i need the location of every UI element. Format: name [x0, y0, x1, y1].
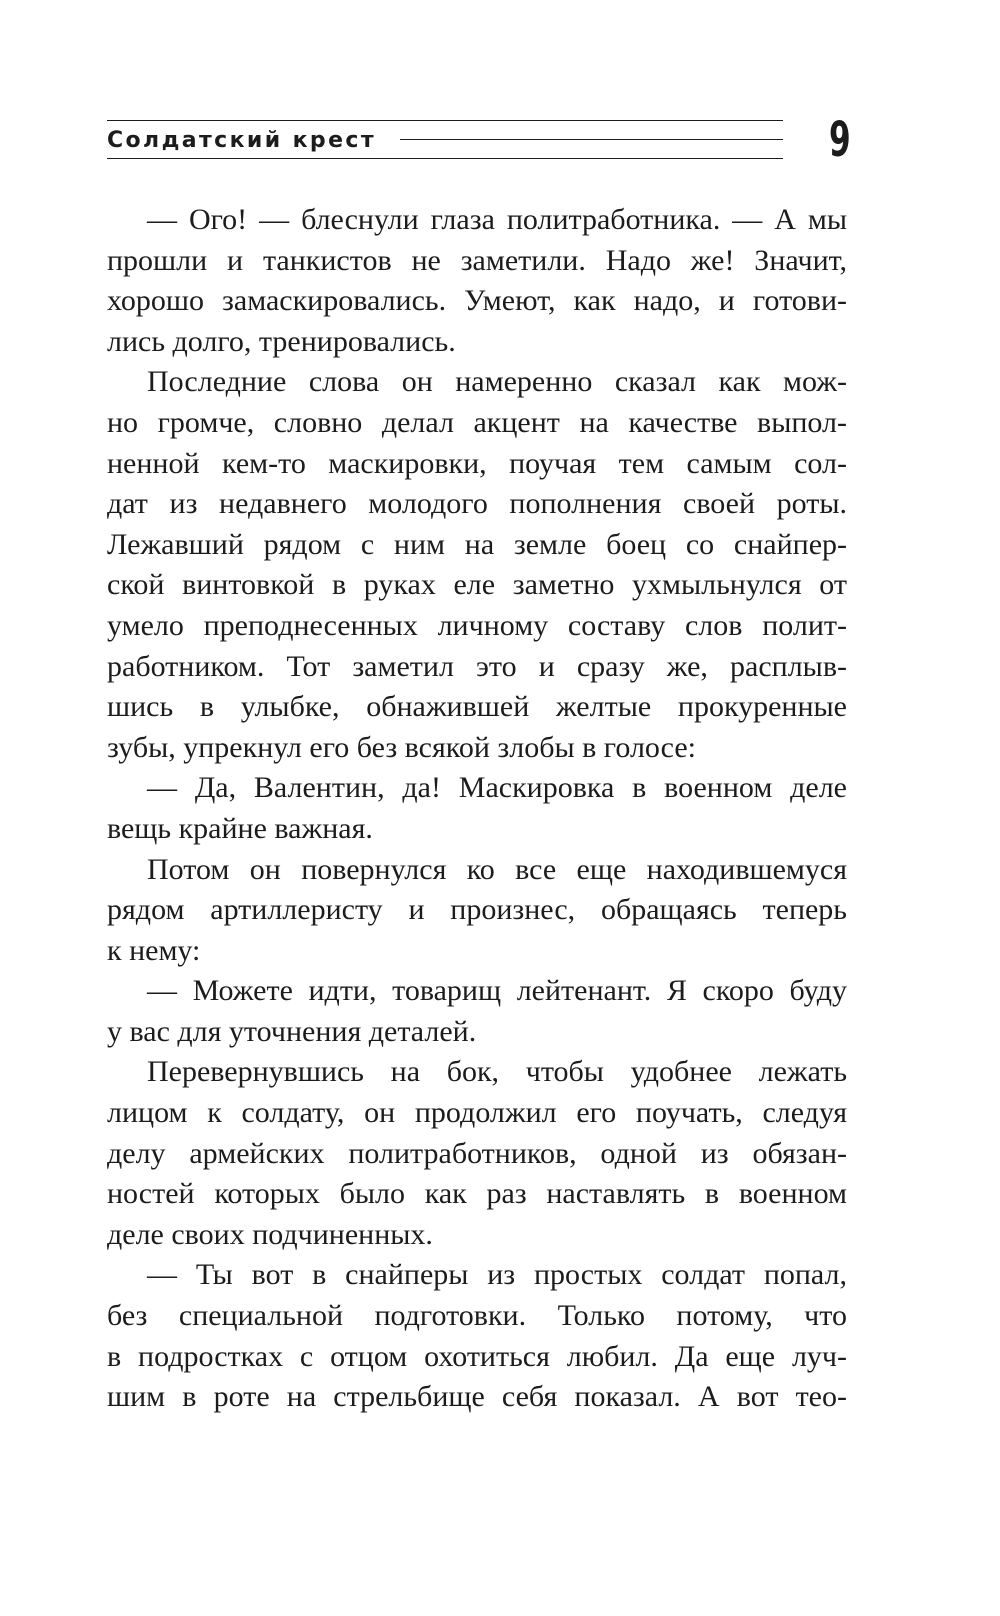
- text-line: зубы, упрекнул его без всякой злобы в голосе:: [107, 730, 696, 764]
- text-line: — Да, Валентин, да! Маскировка в военном деле: [147, 771, 847, 805]
- text-line: дат из недавнего молодого пополнения своей роты.: [107, 487, 847, 521]
- text-line: но громче, словно делал акцент на качестве выпол-: [107, 405, 847, 439]
- text-line: ненной кем-то маскировки, поучая тем самым сол-: [107, 446, 847, 480]
- text-line: — Ты вот в снайперы из простых солдат попал,: [147, 1258, 847, 1292]
- text-line: лись долго, тренировались.: [107, 324, 456, 358]
- text-line: — Ого! — блеснули глаза политработника. — А мы: [147, 203, 847, 236]
- text-line: Последние слова он намеренно сказал как мож-: [147, 365, 847, 399]
- running-head: [107, 112, 859, 168]
- text-line: делу армейских политработников, одной из обязан-: [107, 1136, 847, 1170]
- text-line: работником. Тот заметил это и сразу же, расплыв-: [107, 649, 847, 683]
- text-line: лицом к солдату, он продолжил его поучать, следуя: [107, 1096, 847, 1130]
- text-line: прошли и танкистов не заметили. Надо же! Значит,: [107, 243, 847, 277]
- text-line: деле своих подчиненных.: [107, 1217, 433, 1251]
- text-line: без специальной подготовки. Только потому, что: [107, 1299, 847, 1333]
- text-line: хорошо замаскировались. Умеют, как надо, и готови-: [107, 284, 847, 318]
- text-line: умело преподнесенных личному составу слов полит-: [107, 608, 847, 642]
- text-line: у вас для уточнения деталей.: [107, 1014, 477, 1048]
- text-line: Потом он повернулся ко все еще находившемуся: [147, 852, 847, 886]
- text-line: шись в улыбке, обнажившей желтые прокуренные: [107, 690, 847, 724]
- page-number: 9: [829, 112, 851, 168]
- header-rule-middle: [400, 139, 783, 140]
- text-line: рядом артиллеристу и произнес, обращаясь теперь: [107, 893, 847, 927]
- header-rule-bottom: [107, 158, 783, 159]
- text-line: Лежавший рядом с ним на земле боец со снайпер-: [107, 527, 847, 561]
- text-line: вещь крайне важная.: [107, 811, 373, 845]
- text-line: в подростках с отцом охотиться любил. Да еще луч-: [107, 1339, 847, 1373]
- header-rule-top: [107, 120, 783, 121]
- text-line: Перевернувшись на бок, чтобы удобнее лежать: [147, 1055, 847, 1089]
- text-line: шим в роте на стрельбище себя показал. А вот тео-: [107, 1380, 847, 1414]
- text-line: — Можете идти, товарищ лейтенант. Я скоро буду: [147, 974, 847, 1008]
- text-line: к нему:: [107, 933, 201, 967]
- body-text: [107, 200, 847, 1418]
- text-line: ностей которых было как раз наставлять в военном: [107, 1177, 847, 1211]
- book-title: Солдатский крест: [107, 128, 376, 153]
- text-line: ской винтовкой в руках еле заметно ухмыльнулся от: [107, 568, 847, 602]
